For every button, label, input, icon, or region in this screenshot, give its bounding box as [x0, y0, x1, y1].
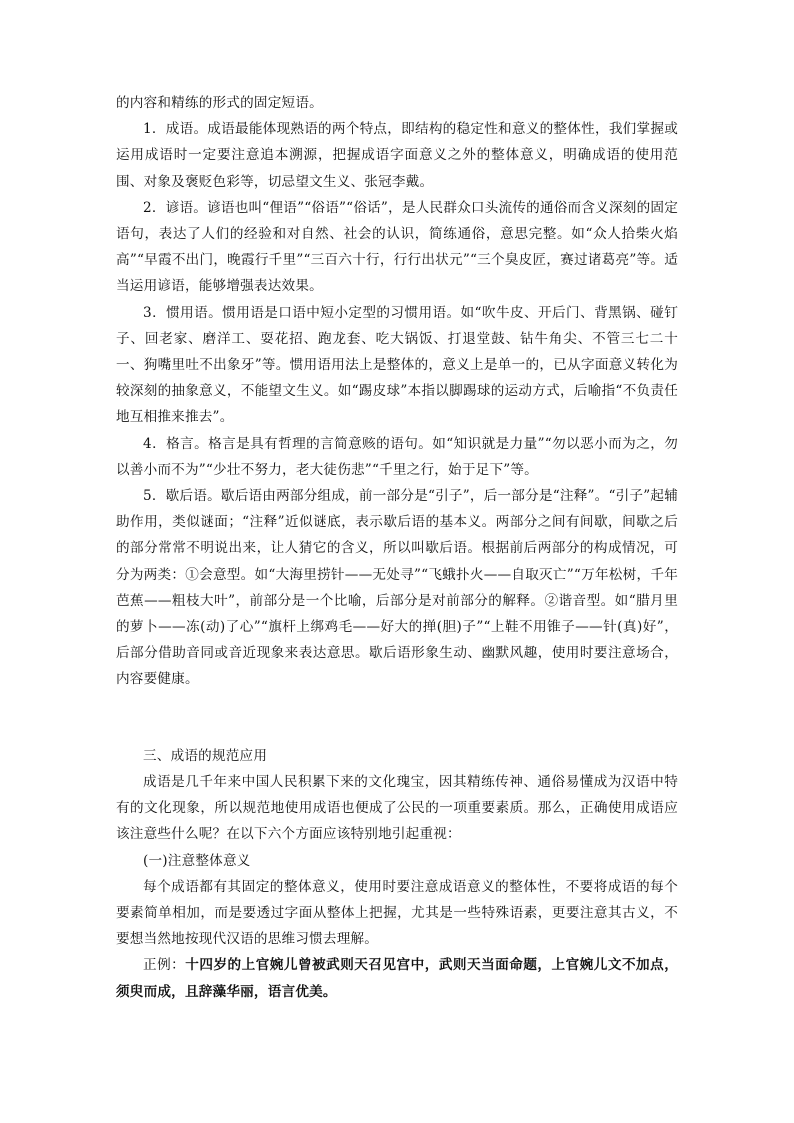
section-intro: 成语是几千年来中国人民积累下来的文化瑰宝，因其精练传神、通俗易懂成为汉语中特有的文化现象，所以规范地使用成语也便成了公民的一项重要素质。那么，正确使用成语应该注意些什么呢？在以下六个方面应该特别地引起重视： [116, 774, 678, 843]
section-heading: 三、成语的规范应用 [143, 748, 268, 764]
paragraph-maxims: 4．格言。格言是具有哲理的言简意赅的语句。如“知识就是力量”“勿以恶小而为之，勿以善小而不为”“少壮不努力，老大徒伤悲”“千里之行，始于足下”等。 [116, 435, 678, 478]
body-text-block [116, 90, 678, 693]
paragraph-proverbs: 2．谚语。谚语也叫“俚语”“俗语”“俗话”，是人民群众口头流传的通俗而含义深刻的固定语句，表达了人们的经验和对自然、社会的认识，简练通俗，意思完整。如“众人拾柴火焰高”“早霞不出门，晚霞行千里”“三百六十行，行行出状元”“三个臭皮匠，赛过诸葛亮”等。适当运用谚语，能够增强表达效果。 [116, 199, 678, 295]
paragraph-continuation: 的内容和精练的形式的固定短语。 [116, 95, 323, 111]
subsection-title: (一)注意整体意义 [143, 852, 251, 869]
example-label: 正例： [143, 957, 186, 974]
paragraph-idioms: 1．成语。成语最能体现熟语的两个特点，即结构的稳定性和意义的整体性，我们掌握或运用成语时一定要注意追本溯源，把握成语字面意义之外的整体意义，明确成语的使用范围、对象及褒贬色彩等，切忌望文生义、张冠李戴。 [116, 121, 678, 190]
subsection-body: 每个成语都有其固定的整体意义，使用时要注意成语意义的整体性，不要将成语的每个要素简单相加，而是要透过字面从整体上把握，尤其是一些特殊语素，更要注意其古义，不要想当然地按现代汉语的思维习惯去理解。 [116, 878, 678, 948]
example-paragraph [116, 952, 678, 1004]
paragraph-xiehouyu: 5．歇后语。歇后语由两部分组成，前一部分是“引子”，后一部分是“注释”。“引子”起辅助作用，类似谜面；“注释”近似谜底，表示歇后语的基本义。两部分之间有间歇，间歇之后的部分常常不明说出来，让人猜它的含义，所以叫歇后语。根据前后两部分的构成情况，可分为两类：①会意型。如“大海里捞针——无处寻”“飞蛾扑火——自取灭亡”“万年松树，千年芭蕉——粗枝大叶”，前部分是一个比喻，后部分是对前部分的解释。②谐音型。如“腊月里的萝卜——冻(动)了心”“旗杆上绑鸡毛——好大的掸(胆)子”“上鞋不用锥子——针(真)好”，后部分借助音同或音近现象来表达意思。歇后语形象生动、幽默风趣，使用时要注意场合，内容要健康。 [116, 488, 678, 688]
section-body [116, 769, 678, 1005]
paragraph-colloquialisms: 3．惯用语。惯用语是口语中短小定型的习惯用语。如“吹牛皮、开后门、背黑锅、碰钉子、回老家、磨洋工、耍花招、跑龙套、吃大锅饭、打退堂鼓、钻牛角尖、不管三七二十一、狗嘴里吐不出象牙”等。惯用语用法上是整体的，意义上是单一的，已从字面意义转化为较深刻的抽象意义，不能望文生义。如“踢皮球”本指以脚踢球的运动方式，后喻指“不负责任地互相推来推去”。 [116, 304, 678, 426]
example-text: 十四岁的上官婉儿曾被武则天召见宫中，武则天当面命题，上官婉儿文不加点，须臾而成，且辞藻华丽，语言优美。 [116, 957, 678, 1000]
